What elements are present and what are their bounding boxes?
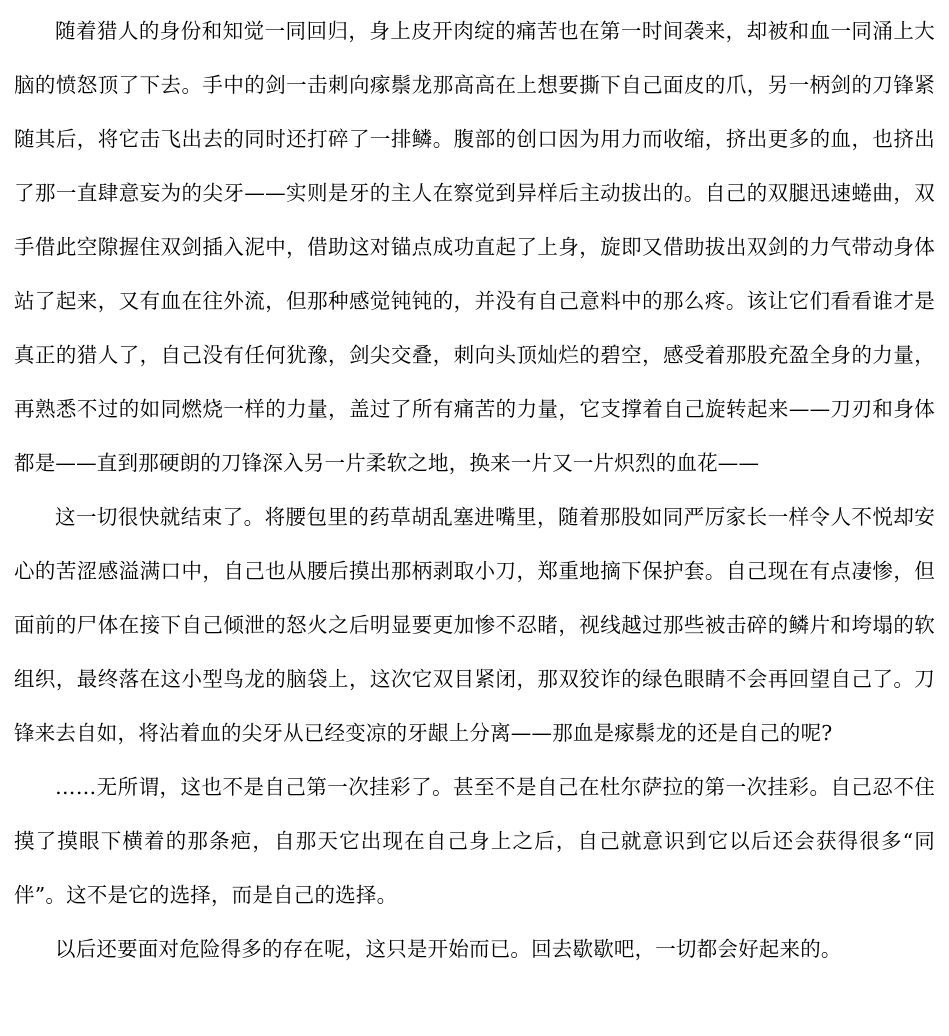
- paragraph-3: ……无所谓，这也不是自己第一次挂彩了。甚至不是自己在杜尔萨拉的第一次挂彩。自己忍不住摸了摸眼下横着的那条疤，自那天它出现在自己身上之后，自己就意识到它以后还会获得很多“同伴”。这不是它的选择，而是自己的选择。: [14, 775, 935, 907]
- paragraph-4: 以后还要面对危险得多的存在呢，这只是开始而已。回去歇歇吧，一切都会好起来的。: [55, 937, 842, 961]
- paragraph-2: 这一切很快就结束了。将腰包里的药草胡乱塞进嘴里，随着那股如同严厉家长一样令人不悦却安心的苦涩感溢满口中，自己也从腰后摸出那柄剥取小刀，郑重地摘下保护套。自己现在有点凄惨，但面前的尸体在接下自己倾泄的怒火之后明显要更加惨不忍睹，视线越过那些被击碎的鳞片和垮塌的软组织，最终落在这小型鸟龙的脑袋上，这次它双目紧闭，那双狡诈的绿色眼睛不会再回望自己了。刀锋来去自如，将沾着血的尖牙从已经变凉的牙龈上分离——那血是瘃鬃龙的还是自己的呢?: [14, 505, 935, 745]
- paragraph-1: 随着猎人的身份和知觉一同回归，身上皮开肉绽的痛苦也在第一时间袭来，却被和血一同涌上大脑的愤怒顶了下去。手中的剑一击刺向瘃鬃龙那高高在上想要撕下自己面皮的爪，另一柄剑的刀锋紧随其后，将它击飞出去的同时还打碎了一排鳞。腹部的创口因为用力而收缩，挤出更多的血，也挤出了那一直肆意妄为的尖牙——实则是牙的主人在察觉到异样后主动拔出的。自己的双腿迅速蜷曲，双手借此空隙握住双剑插入泥中，借助这对锚点成功直起了上身，旋即又借助拔出双剑的力气带动身体站了起来，又有血在往外流，但那种感觉钝钝的，并没有自己意料中的那么疼。该让它们看看谁才是真正的猎人了，自己没有任何犹豫，剑尖交叠，刺向头顶灿烂的碧空，感受着那股充盈全身的力量，再熟悉不过的如同燃烧一样的力量，盖过了所有痛苦的力量，它支撑着自己旋转起来——刀刃和身体都是——直到那硬朗的刀锋深入另一片柔软之地，换来一片又一片炽烈的血花——: [14, 19, 935, 475]
